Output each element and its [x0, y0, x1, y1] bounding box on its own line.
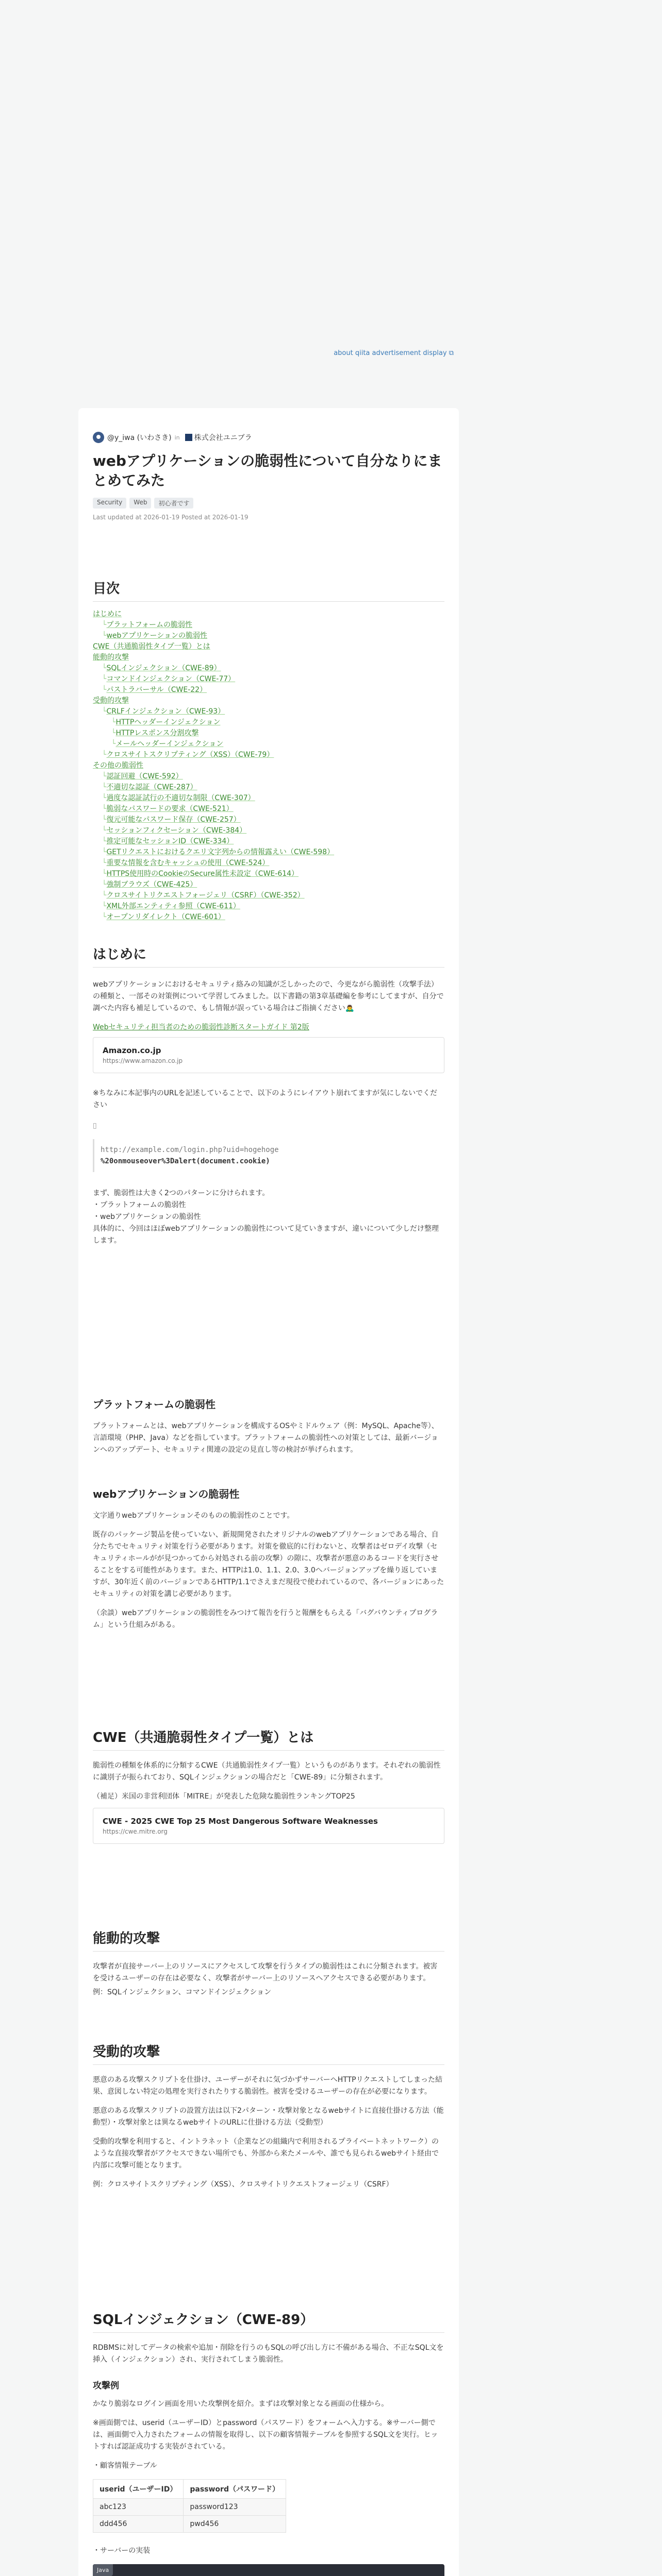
webapp-paragraph: 文字通りwebアプリケーションそのものの脆弱性のことです。: [93, 1512, 294, 1520]
toc-item-label: オープンリダイレクト（CWE-601）: [106, 913, 225, 921]
toc-item[interactable]: 受動的攻撃: [93, 697, 129, 705]
toc-item[interactable]: はじめに: [93, 610, 122, 618]
cwe-link-card[interactable]: [93, 1808, 444, 1844]
toc-item[interactable]: [93, 717, 444, 728]
passive-example: 例：クロスサイトスクリプティング（XSS）、クロスサイトリクエストフォージェリ（CSRF）: [93, 2180, 393, 2189]
pattern-line: ・webアプリケーションの脆弱性: [93, 1213, 201, 1221]
table-cell: pwd456: [184, 2516, 286, 2533]
toc-item[interactable]: [93, 771, 444, 782]
url-example: [93, 1139, 444, 1172]
sqli-heading: SQLインジェクション（CWE-89）: [93, 2309, 444, 2333]
tag[interactable]: 初心者です: [154, 498, 193, 509]
sqli-paragraph: かなり脆弱なログイン画面を用いた攻撃例を紹介。まずは攻撃対象となる画面の仕様から。: [93, 2400, 389, 2408]
toc-branch-icon: └: [102, 783, 107, 791]
java-code-block: [93, 2564, 444, 2576]
toc-branch-icon: └: [102, 751, 107, 759]
passive-paragraph: 受動的攻撃を利用すると、イントラネット（企業などの組織内で利用されるプライベートネットワーク）のような直接攻撃者がアクセスできない場所でも、外部から来たメールや、誰でも見られるwebサイト経由で内部に攻撃可能となります。: [93, 2138, 439, 2170]
toc-item[interactable]: [93, 901, 444, 912]
toc-item[interactable]: [93, 912, 444, 923]
toc-item[interactable]: [93, 782, 444, 793]
link-card-url: https://www.amazon.co.jp: [103, 1057, 183, 1064]
toc-item-label: メールヘッダーインジェクション: [115, 740, 224, 748]
toc-item[interactable]: [93, 858, 444, 869]
toc-branch-icon: └: [111, 729, 116, 737]
intro-note: ※ちなみに本記事内のURLを記述していることで、以下のようにレイアウト崩れてますが気にしないでください: [93, 1089, 438, 1109]
toc-branch-icon: └: [102, 826, 107, 835]
amazon-link-card[interactable]: [93, 1037, 444, 1073]
toc-item[interactable]: [93, 847, 444, 858]
customer-table: [93, 2479, 286, 2533]
url-line: http://example.com/login.php?uid=hogehoge: [101, 1146, 279, 1154]
toc-branch-icon: └: [102, 686, 107, 694]
toc-branch-icon: └: [111, 740, 116, 748]
section-active: [93, 1928, 444, 1998]
pattern-line: まず、脆弱性は大きく2つのパターンに分けられます。: [93, 1189, 270, 1197]
organization-name[interactable]: 株式会社ユニブラ: [194, 434, 252, 442]
table-cell: ddd456: [93, 2516, 184, 2533]
table-caption: ・顧客情報テーブル: [93, 2462, 157, 2470]
toc-item[interactable]: [93, 815, 444, 825]
toc-item-label: クロスサイトリクエストフォージェリ（CSRF）（CWE-352）: [106, 891, 305, 900]
in-icon: in: [174, 434, 180, 441]
toc-item[interactable]: [93, 685, 444, 696]
toc-item[interactable]: [93, 836, 444, 847]
tag[interactable]: Web: [129, 498, 151, 509]
external-link-icon: ⧉: [449, 349, 454, 357]
toc-item-label: クロスサイトスクリプティング（XSS）（CWE-79）: [106, 751, 274, 759]
toc-item[interactable]: [93, 825, 444, 836]
toc-branch-icon: └: [102, 772, 107, 781]
pattern-line: ・プラットフォームの脆弱性: [93, 1201, 186, 1209]
post-dates: Last updated at 2026-01-19 Posted at 2026-01-19: [93, 513, 249, 521]
toc-item-label: 過度な認証試行の不適切な制限（CWE-307）: [106, 794, 255, 802]
cwe-heading: CWE（共通脆弱性タイプ一覧）とは: [93, 1727, 444, 1751]
toc-item-label: パストラバーサル（CWE-22）: [106, 686, 207, 694]
toc-branch-icon: └: [102, 664, 107, 672]
webapp-heading: webアプリケーションの脆弱性: [93, 1488, 240, 1500]
section-cwe: [93, 1727, 444, 1844]
advertisement-link[interactable]: about qiita advertisement display ⧉: [334, 349, 454, 357]
url-line-bold: %20onmouseover%3Dalert(document.cookie): [101, 1157, 270, 1165]
toc-branch-icon: └: [102, 794, 107, 802]
toc-branch-icon: └: [102, 816, 107, 824]
broken-image-icon: ▯: [93, 1122, 97, 1130]
platform-paragraph: プラットフォームとは、webアプリケーションを構成するOSやミドルウェア（例：MySQL、Apache等）、言語環境（PHP、Java）などを指しています。プラットフォームの脆弱性への対策としては、最新バージョンへのアップデート、セキュリティ関連の設定の見直し等の検討が挙げられます。: [93, 1422, 439, 1454]
toc-branch-icon: └: [102, 837, 107, 845]
passive-heading: 受動的攻撃: [93, 2041, 444, 2065]
avatar[interactable]: [93, 432, 104, 443]
platform-heading: プラットフォームの脆弱性: [93, 1398, 216, 1411]
active-paragraph: 攻撃者が直接サーバー上のリソースにアクセスして攻撃を行うタイプの脆弱性はこれに分類されます。被害を受けるユーザーの存在は必要なく、攻撃者がサーバー上のリソースへアクセスできる必要があります。: [93, 1962, 438, 1982]
server-caption: ・サーバーの実装: [93, 2547, 151, 2555]
page-title: webアプリケーションの脆弱性について自分なりにまとめてみた: [93, 452, 442, 489]
author-name[interactable]: @y_iwa (いわさき): [107, 434, 172, 442]
toc-item[interactable]: [93, 793, 444, 804]
toc-branch-icon: └: [111, 718, 116, 726]
section-webapp: [93, 1486, 444, 1631]
active-heading: 能動的攻撃: [93, 1928, 444, 1952]
passive-paragraph: 悪意のある攻撃スクリプトを仕掛け、ユーザーがそれに気づかずサーバーへHTTPリクエストしてしまった結果、意図しない特定の処理を実行されたりする脆弱性。被害を受けるユーザーの存在が必要になります。: [93, 2076, 443, 2096]
toc-heading: 目次: [93, 578, 444, 602]
author-row: [93, 432, 444, 443]
pattern-line: 具体的に、今回はほぼwebアプリケーションの脆弱性について見ていきますが、違いについて少しだけ整理します。: [93, 1225, 439, 1245]
toc-item-label: 推定可能なセッションID（CWE-334）: [106, 837, 234, 845]
toc-item[interactable]: CWE（共通脆弱性タイプ一覧）とは: [93, 642, 210, 651]
toc-branch-icon: └: [102, 870, 107, 878]
toc-item-label: 認証回避（CWE-592）: [106, 772, 183, 781]
toc-item[interactable]: [93, 869, 444, 879]
toc-item-label: GETリクエストにおけるクエリ文字列からの情報露えい（CWE-598）: [106, 848, 335, 856]
table-cell: abc123: [93, 2499, 184, 2516]
toc-branch-icon: └: [102, 805, 107, 813]
table-row: [93, 2516, 286, 2533]
pattern-list: [93, 1188, 444, 1247]
toc-item-label: HTTPS使用時のCookieのSecure属性未設定（CWE-614）: [106, 870, 299, 878]
toc-item[interactable]: [93, 750, 444, 760]
intro-heading: はじめに: [93, 944, 444, 968]
link-card-title: CWE - 2025 CWE Top 25 Most Dangerous Software Weaknesses: [103, 1817, 378, 1826]
toc-item-label: 復元可能なパスワード保存（CWE-257）: [106, 816, 241, 824]
webapp-aside: （余談）webアプリケーションの脆弱性をみつけて報告を行うと報酬をもらえる「バグバウンティプログラム」という仕組みがある。: [93, 1609, 438, 1629]
intro-paragraph: webアプリケーションにおけるセキュリティ絡みの知識が乏しかったので、今更ながら脆弱性（攻撃手法）の種類と、一部その対策例について学習してみました。以下書籍の第3章基礎編を参考にしてますが、自分で調べた内容も補足しているので、もし情報が誤っている場合はご指摘ください🙇‍♂️: [93, 980, 444, 1012]
article: [78, 408, 459, 2576]
toc-item[interactable]: [93, 631, 444, 641]
toc-item[interactable]: [93, 620, 444, 631]
sqli-paragraph: RDBMSに対してデータの検索や追加・削除を行うのもSQLの呼び出し方に不備がある場合、不正なSQL文を挿入（インジェクション）され、実行されてしまう脆弱性。: [93, 2344, 444, 2364]
table-header: password（パスワード）: [184, 2480, 286, 2499]
code-language-label: Java: [93, 2564, 113, 2576]
toc-item-label: HTTPヘッダーインジェクション: [115, 718, 221, 726]
toc: [93, 578, 444, 923]
toc-branch-icon: └: [102, 902, 107, 910]
table-cell: password123: [184, 2499, 286, 2516]
tag-list: [93, 498, 444, 509]
toc-item-label: 重要な情報を含むキャッシュの使用（CWE-524）: [106, 859, 270, 867]
toc-item-label: CRLFインジェクション（CWE-93）: [106, 707, 225, 716]
toc-item-label: 強制ブラウズ（CWE-425）: [106, 880, 197, 889]
toc-item-label: セッションフィクセーション（CWE-384）: [106, 826, 247, 835]
toc-item-label: webアプリケーションの脆弱性: [106, 632, 207, 640]
table-row: [93, 2499, 286, 2516]
toc-item-label: コマンドインジェクション（CWE-77）: [106, 675, 236, 683]
toc-item[interactable]: [93, 728, 444, 739]
book-link[interactable]: Webセキュリティ担当者のための脆弱性診断スタートガイド 第2版: [93, 1023, 309, 1031]
section-platform: [93, 1396, 444, 1456]
attack-example-heading: 攻撃例: [93, 2381, 119, 2391]
organization-icon[interactable]: [185, 434, 192, 441]
toc-item-label: XML外部エンティティ参照（CWE-611）: [106, 902, 240, 910]
toc-branch-icon: └: [102, 675, 107, 683]
toc-branch-icon: └: [102, 707, 107, 716]
passive-paragraph: 悪意のある攻撃スクリプトの設置方法は以下2パターン・攻撃対象となるwebサイトに直接仕掛ける方法（能動型）・攻撃対象とは異なるwebサイトのURLに仕掛ける方法（受動型）: [93, 2107, 444, 2127]
section-sqli: [93, 2309, 444, 2576]
link-card-title: Amazon.co.jp: [103, 1046, 161, 1055]
toc-branch-icon: └: [102, 848, 107, 856]
toc-item[interactable]: [93, 663, 444, 674]
toc-item[interactable]: [93, 674, 444, 685]
toc-item-label: 不適切な認証（CWE-287）: [106, 783, 197, 791]
section-passive: [93, 2041, 444, 2191]
toc-item-label: HTTPレスポンス分割攻撃: [115, 729, 199, 737]
toc-branch-icon: └: [102, 632, 107, 640]
toc-item-label: プラットフォームの脆弱性: [106, 621, 193, 629]
toc-item[interactable]: [93, 739, 444, 750]
tag[interactable]: Security: [93, 498, 126, 509]
cwe-note: （補足）米国の非営利団体「MITRE」が発表した危険な脆弱性ランキングTOP25: [93, 1792, 355, 1801]
toc-branch-icon: └: [102, 859, 107, 867]
link-card-url: https://cwe.mitre.org: [103, 1828, 168, 1835]
toc-list: [93, 609, 444, 923]
toc-branch-icon: └: [102, 621, 107, 629]
cwe-paragraph: 脆弱性の種類を体系的に分類するCWE（共通脆弱性タイプ一覧）というものがあります。それぞれの脆弱性に識別子が振られており、SQLインジェクションの場合だと「CWE-89」に分類されます。: [93, 1761, 441, 1782]
toc-item[interactable]: [93, 890, 444, 901]
toc-branch-icon: └: [102, 880, 107, 889]
webapp-paragraph: 既存のパッケージ製品を使っていない、新規開発されたオリジナルのwebアプリケーションである場合、自分たちでセキュリティ対策を行う必要があります。対策を徹底的に行わないと、攻撃者はゼロデイ攻撃（セキュリティホールがが見つかってから対処される前の攻撃）の隙に、攻撃者が悪意のあるコードを実行させることをする可能性があります。また、HTTPは1.0、1.1、2.0、3.0へバージョンアップを繰り返していますが、30年近く前のバージョンであるHTTP/1.1でさえまだ現役で使われているので、各バージョンにあったセキュリティの対策を講じ必要があります。: [93, 1531, 444, 1598]
toc-item[interactable]: 能動的攻撃: [93, 653, 129, 662]
active-example: 例：SQLインジェクション、コマンドインジェクション: [93, 1988, 272, 1996]
section-intro: [93, 944, 444, 1247]
toc-branch-icon: └: [102, 913, 107, 921]
sqli-paragraph: ※画面側では、userid（ユーザーID）とpassword（パスワード）をフォームへ入力する。※サーバー側では、画面側で入力されたフォームの情報を取得し、以下の顧客情報テーブルを参照するSQL文を実行。ヒットすれば認証成功する実装がされている。: [93, 2419, 438, 2451]
toc-item[interactable]: その他の脆弱性: [93, 761, 143, 770]
toc-item[interactable]: [93, 804, 444, 815]
table-header: userid（ユーザーID）: [93, 2480, 184, 2499]
toc-item-label: SQLインジェクション（CWE-89）: [106, 664, 221, 672]
toc-item[interactable]: [93, 879, 444, 890]
toc-item-label: 脆弱なパスワードの要求（CWE-521）: [106, 805, 234, 813]
toc-branch-icon: └: [102, 891, 107, 900]
toc-item[interactable]: [93, 706, 444, 717]
